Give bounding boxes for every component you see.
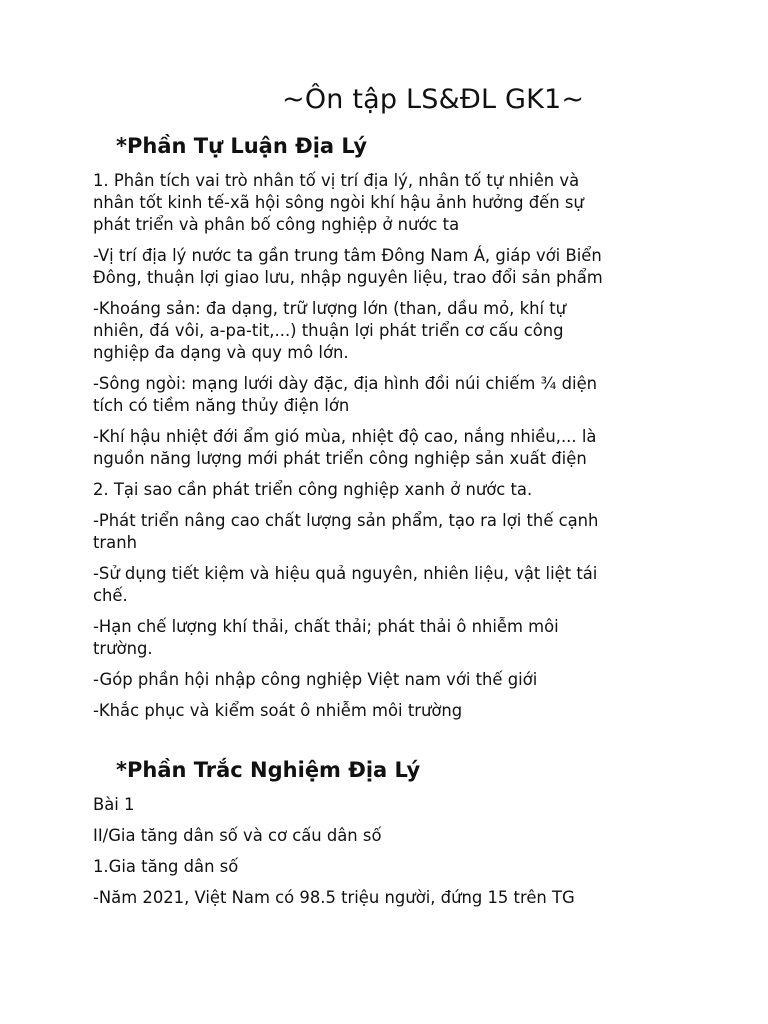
paragraph: 2. Tại sao cần phát triển công nghiệp xanh ở nước ta.	[93, 480, 533, 499]
paragraph: Bài 1	[93, 795, 135, 814]
section-heading-multiple-choice: *Phần Trắc Nghiệm Địa Lý	[116, 758, 421, 782]
paragraph: -Hạn chế lượng khí thải, chất thải; phát thải ô nhiễm môi trường.	[93, 617, 559, 658]
paragraph: II/Gia tăng dân số và cơ cấu dân số	[93, 826, 382, 845]
paragraph: -Sử dụng tiết kiệm và hiệu quả nguyên, nhiên liệu, vật liệt tái chế.	[93, 564, 598, 605]
paragraph: 1.Gia tăng dân số	[93, 857, 239, 876]
paragraph: -Sông ngòi: mạng lưới dày đặc, địa hình đồi núi chiếm ¾ diện tích có tiềm năng thủy điện lớn	[93, 374, 598, 415]
paragraph: -Khí hậu nhiệt đới ẩm gió mùa, nhiệt độ cao, nắng nhiều,... là nguồn năng lượng mới phát triển công nghiệp sản xuất điện	[93, 427, 597, 468]
paragraph: -Khắc phục và kiểm soát ô nhiễm môi trường	[93, 701, 463, 720]
paragraph: 1. Phân tích vai trò nhân tố vị trí địa lý, nhân tố tự nhiên và nhân tốt kinh tế-xã hội sông ngòi khí hậu ảnh hưởng đến sự phát triển và phân bố công nghiệp ở nước ta	[93, 171, 584, 234]
paragraph: -Khoáng sản: đa dạng, trữ lượng lớn (than, dầu mỏ, khí tự nhiên, đá vôi, a-pa-tit,...) thuận lợi phát triển cơ cấu công nghiệp đa dạng và quy mô lớn.	[93, 299, 567, 362]
paragraph: -Phát triển nâng cao chất lượng sản phẩm, tạo ra lợi thế cạnh tranh	[93, 511, 599, 552]
paragraph: -Vị trí địa lý nước ta gần trung tâm Đông Nam Á, giáp với Biển Đông, thuận lợi giao lưu, nhập nguyên liệu, trao đổi sản phẩm	[93, 246, 603, 287]
paragraph: -Năm 2021, Việt Nam có 98.5 triệu người, đứng 15 trên TG	[93, 888, 575, 907]
section-heading-essay: *Phần Tự Luận Địa Lý	[116, 134, 368, 158]
section-body-essay	[93, 170, 673, 731]
document-title: ~Ôn tập LS&ĐL GK1~	[282, 84, 585, 115]
paragraph: -Góp phần hội nhập công nghiệp Việt nam với thế giới	[93, 670, 538, 689]
section-body-multiple-choice	[93, 794, 673, 918]
